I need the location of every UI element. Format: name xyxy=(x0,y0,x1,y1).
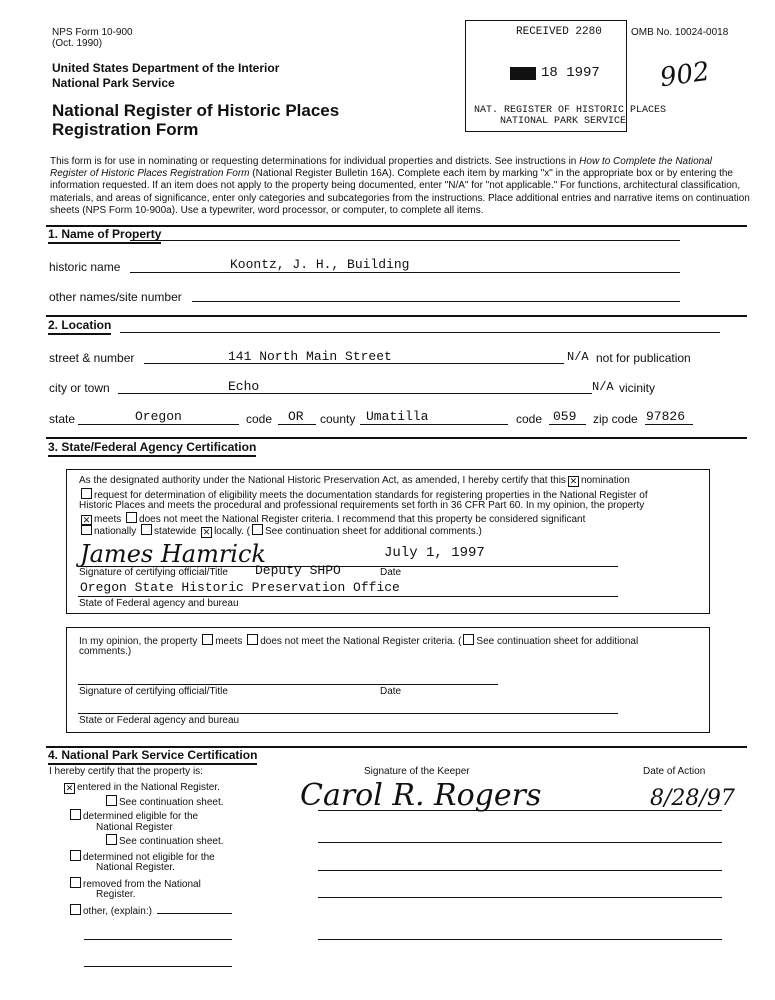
eligible-label: determined eligible for the xyxy=(83,811,199,822)
form-number: NPS Form 10-900 xyxy=(52,27,133,38)
vicinity-mark[interactable]: N/A xyxy=(592,380,614,394)
agency-name: National Park Service xyxy=(52,76,175,90)
handwritten-number: 902 xyxy=(658,56,712,94)
section-rule xyxy=(46,437,747,439)
other-names-label: other names/site number xyxy=(49,290,182,304)
continuation-checkbox[interactable] xyxy=(252,524,263,535)
rule-below-heading xyxy=(120,332,720,333)
other-names-line[interactable] xyxy=(192,301,680,302)
opinion-does-not-meet-checkbox[interactable] xyxy=(247,634,258,645)
county-line xyxy=(360,424,508,425)
agency-line xyxy=(78,596,618,597)
does-not-meet-checkbox[interactable] xyxy=(126,512,137,523)
instructions-bulletin-title: How to Complete the National Register of Historic Places Registration Form xyxy=(50,156,713,180)
form-title-line2: Registration Form xyxy=(52,120,199,139)
continuation-label: See continuation sheet. xyxy=(119,797,224,808)
certifying-signature: James Hamrick xyxy=(80,540,266,568)
instructions-part2: (National Register Bulletin 16A). Complete each item by marking "x" in the appropriate box or by entering the information requested. If an item does not apply to the property being documented, enter "N/A" for "not applicable." For functions, architectural classification, materials, and areas of significance, enter only categories and subcategories from the instructions. Place additional entries and narrative items on continuation sheets (NPS Form 10-900a). Use a typewriter, word processor, or computer, to complete all items. xyxy=(50,168,750,216)
city-line xyxy=(118,393,592,394)
stamp-line2: NATIONAL PARK SERVICE xyxy=(500,116,627,127)
department-name: United States Department of the Interior xyxy=(52,61,280,75)
section4-heading: 4. National Park Service Certification xyxy=(48,748,257,765)
certify-text: I hereby certify that the property is: xyxy=(49,766,203,777)
zip-line xyxy=(645,424,693,425)
keeper-entry-line[interactable] xyxy=(318,939,722,940)
other-explain-line[interactable] xyxy=(84,966,232,967)
cert-line1 xyxy=(79,475,630,487)
opinion-criteria-text: does not meet the National Register criteria. ( xyxy=(260,636,462,647)
not-for-publication-label: not for publication xyxy=(596,351,691,365)
entered-continuation-checkbox[interactable] xyxy=(106,795,117,806)
historic-name-label: historic name xyxy=(49,260,121,274)
statewide-checkbox[interactable] xyxy=(141,524,152,535)
state-code-line xyxy=(278,424,316,425)
meets-checkbox[interactable]: ✕ xyxy=(82,515,91,525)
stamp-blot xyxy=(510,67,536,80)
opinion-line xyxy=(79,634,638,648)
signature-line[interactable] xyxy=(78,684,498,685)
city-label: city or town xyxy=(49,381,110,395)
historic-name-value[interactable]: Koontz, J. H., Building xyxy=(230,257,410,272)
official-title-value[interactable]: Deputy SHPO xyxy=(255,563,341,578)
keeper-signature: Carol R. Rogers xyxy=(300,778,542,813)
statewide-label: statewide xyxy=(154,526,197,537)
agency-value[interactable]: Oregon State Historic Preservation Office xyxy=(80,580,400,595)
omb-number: OMB No. 10024-0018 xyxy=(631,27,729,38)
signature-label: Signature of certifying official/Title xyxy=(79,567,228,578)
form-date: (Oct. 1990) xyxy=(52,38,103,49)
county-code-line xyxy=(549,424,586,425)
cert-line2-text: request for determination of eligibility meets the documentation standards for registering properties in the National Register of xyxy=(94,490,648,501)
cert-line1-text: As the designated authority under the National Historic Preservation Act, as amended, I hereby certify that this xyxy=(79,475,566,486)
keeper-entry-line[interactable] xyxy=(318,842,722,843)
nationally-label: nationally xyxy=(94,526,137,537)
nationally-checkbox[interactable] xyxy=(81,524,92,535)
county-value[interactable]: Umatilla xyxy=(366,409,429,424)
opinion-text: In my opinion, the property xyxy=(79,636,198,647)
locally-checkbox[interactable]: ✕ xyxy=(202,527,211,537)
other-explain-line[interactable] xyxy=(84,939,232,940)
cert-line5 xyxy=(79,524,482,538)
opinion-continuation-checkbox[interactable] xyxy=(463,634,474,645)
city-value[interactable]: Echo xyxy=(228,379,260,394)
state-code-value[interactable]: OR xyxy=(288,409,304,424)
locally-label: locally. ( xyxy=(214,526,251,537)
state-value[interactable]: Oregon xyxy=(135,409,182,424)
agency-line[interactable] xyxy=(78,713,618,714)
state-code-label: code xyxy=(246,412,273,426)
rule-below-heading xyxy=(130,240,680,241)
opinion-meets-label: meets xyxy=(215,636,243,647)
keeper-signature-line[interactable] xyxy=(318,810,722,811)
zip-label: zip code xyxy=(593,412,638,426)
instructions xyxy=(50,156,750,217)
entered-label: entered in the National Register. xyxy=(77,782,220,793)
state-line xyxy=(78,424,239,425)
county-label: county xyxy=(320,412,356,426)
entered-checkbox[interactable]: ✕ xyxy=(65,783,74,793)
section1-heading: 1. Name of Property xyxy=(48,227,161,244)
section-rule xyxy=(46,315,747,317)
date-label: Date xyxy=(380,567,402,578)
nomination-label: nomination xyxy=(580,475,630,486)
stamp-received: RECEIVED 2280 xyxy=(516,26,602,38)
request-checkbox[interactable] xyxy=(81,488,92,499)
opinion-comments: comments.) xyxy=(79,646,132,657)
action-date-value: 8/28/97 xyxy=(650,786,735,811)
meets-label: meets xyxy=(94,514,122,525)
keeper-label: Signature of the Keeper xyxy=(364,766,470,777)
eligible-label-2: National Register xyxy=(96,822,173,833)
removed-label-2: Register. xyxy=(96,889,136,900)
entered-continuation xyxy=(104,795,224,808)
keeper-entry-line[interactable] xyxy=(318,870,722,871)
eligible-continuation-checkbox[interactable] xyxy=(106,834,117,845)
other-label: other, (explain:) xyxy=(83,906,152,917)
received-stamp xyxy=(465,20,667,132)
street-label: street & number xyxy=(49,351,135,365)
date-label: Date xyxy=(380,686,402,697)
opinion-continuation-label: See continuation sheet for additional xyxy=(476,636,639,647)
not-eligible-checkbox[interactable] xyxy=(70,850,81,861)
nomination-checkbox[interactable]: ✕ xyxy=(569,476,578,486)
section2-heading: 2. Location xyxy=(48,318,111,335)
continuation-label: See continuation sheet. xyxy=(119,836,224,847)
removed-checkbox[interactable] xyxy=(70,877,81,888)
continuation-label: See continuation sheet for additional comments.) xyxy=(265,526,482,537)
stamp-line1: NAT. REGISTER OF HISTORIC PLACES xyxy=(474,105,667,116)
not-eligible-label-2: National Register. xyxy=(96,862,175,873)
other-option xyxy=(68,904,152,917)
agency-label: State of Federal agency and bureau xyxy=(79,598,239,609)
keeper-entry-line[interactable] xyxy=(318,897,722,898)
zip-value[interactable]: 97826 xyxy=(646,409,686,424)
county-code-value[interactable]: 059 xyxy=(553,409,577,424)
cert-line3: Historic Places and meets the procedural and professional requirements set forth in 36 CFR Part 60. In my opinion, the property xyxy=(79,500,645,511)
vicinity-label: vicinity xyxy=(619,381,656,395)
state-label: state xyxy=(49,412,76,426)
signature-label: Signature of certifying official/Title xyxy=(79,686,228,697)
date-of-action-label: Date of Action xyxy=(643,766,706,777)
eligible-option xyxy=(68,809,198,822)
other-explain-line[interactable] xyxy=(157,913,232,914)
form-title-line1: National Register of Historic Places xyxy=(52,101,340,120)
county-code-label: code xyxy=(516,412,543,426)
historic-name-line xyxy=(130,272,680,273)
certification-date-value[interactable]: July 1, 1997 xyxy=(384,545,485,561)
agency-label: State or Federal agency and bureau xyxy=(79,715,240,726)
other-checkbox[interactable] xyxy=(70,904,81,915)
cert-line4-text: does not meet the National Register criteria. I recommend that this property be considered significant xyxy=(139,514,586,525)
eligible-checkbox[interactable] xyxy=(70,809,81,820)
not-for-publication-mark[interactable]: N/A xyxy=(567,350,589,364)
entered-option xyxy=(62,782,220,794)
street-value[interactable]: 141 North Main Street xyxy=(228,349,392,364)
opinion-meets-checkbox[interactable] xyxy=(202,634,213,645)
instructions-part1: This form is for use in nominating or requesting determinations for individual properties and districts. See instructions in xyxy=(50,156,577,167)
eligible-continuation xyxy=(104,834,224,847)
removed-label: removed from the National xyxy=(83,879,201,890)
not-eligible-label: determined not eligible for the xyxy=(83,852,215,863)
section3-heading: 3. State/Federal Agency Certification xyxy=(48,440,256,457)
stamp-date: 18 1997 xyxy=(541,65,600,81)
